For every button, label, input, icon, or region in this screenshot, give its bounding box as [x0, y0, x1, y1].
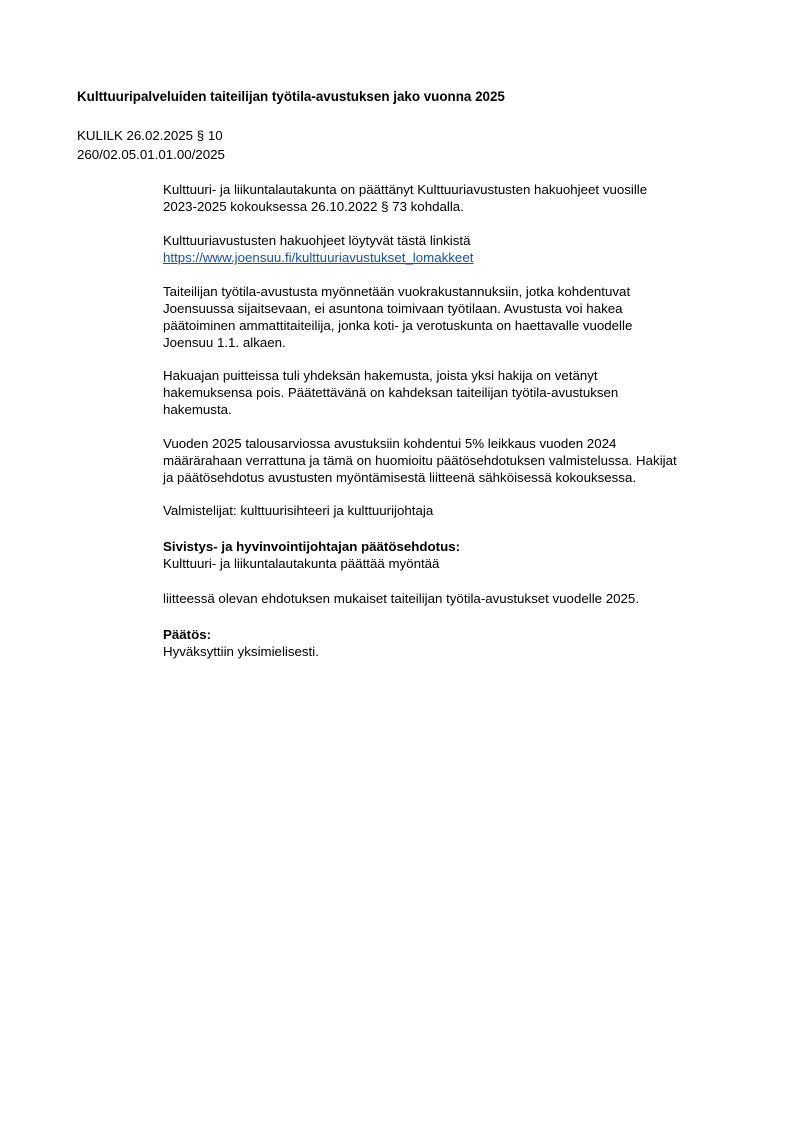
proposal-line: Kulttuuri- ja liikuntalautakunta päättää myöntää [163, 556, 440, 571]
paragraph-link [163, 232, 763, 266]
decision-text: Hyväksyttiin yksimielisesti. [163, 644, 319, 659]
record-number: 260/02.05.01.01.00/2025 [77, 147, 225, 162]
paragraph-line: Kulttuuri- ja liikuntalautakunta on päättänyt Kulttuuriavustusten hakuohjeet vuosille [163, 182, 648, 197]
proposal-section [163, 538, 763, 572]
paragraph-line: Vuoden 2025 talousarviossa avustuksiin kohdentui 5% leikkaus vuoden 2024 [163, 436, 617, 451]
paragraph-line: Joensuussa sijaitsevaan, ei asuntona toimivaan työtilaan. Avustusta voi hakea [163, 301, 623, 316]
proposal-heading: Sivistys- ja hyvinvointijohtajan päätösehdotus: [163, 539, 461, 554]
paragraph-line: hakemusta. [163, 402, 232, 417]
paragraph-line: Kulttuuriavustusten hakuohjeet löytyvät tästä linkistä [163, 233, 471, 248]
meeting-reference: KULILK 26.02.2025 § 10 [77, 128, 223, 143]
paragraph-eligibility [163, 283, 763, 351]
preparers [163, 502, 763, 519]
preparers-text: Valmistelijat: kulttuurisihteeri ja kulttuurijohtaja [163, 503, 434, 518]
link-container [163, 249, 763, 266]
meta-block [77, 126, 225, 164]
paragraph-line: Joensuu 1.1. alkaen. [163, 335, 286, 350]
paragraph-line: määrärahaan verrattuna ja tämä on huomioitu päätösehdotuksen valmistelussa. Hakijat [163, 453, 677, 468]
paragraph-applications [163, 367, 763, 418]
paragraph-line: 2023-2025 kokouksessa 26.10.2022 § 73 kohdalla. [163, 199, 464, 214]
paragraph-line: Hakuajan puitteissa tuli yhdeksän hakemusta, joista yksi hakija on vetänyt [163, 368, 598, 383]
paragraph-budget [163, 435, 763, 486]
decision-heading: Päätös: [163, 627, 212, 642]
paragraph-line: hakemuksensa pois. Päätettävänä on kahdeksan taiteilijan työtila-avustuksen [163, 385, 619, 400]
proposal-line: liitteessä olevan ehdotuksen mukaiset taiteilijan työtila-avustukset vuodelle 2025. [163, 591, 640, 606]
proposal-continuation [163, 590, 763, 607]
paragraph-line: Taiteilijan työtila-avustusta myönnetään vuokrakustannuksiin, jotka kohdentuvat [163, 284, 631, 299]
document-title: Kulttuuripalveluiden taiteilijan työtila-avustuksen jako vuonna 2025 [77, 89, 505, 104]
paragraph-line: ja päätösehdotus avustusten myöntämisestä liitteenä sähköisessä kokouksessa. [163, 470, 637, 485]
guidelines-link[interactable]: https://www.joensuu.fi/kulttuuriavustukset_lomakkeet [163, 250, 474, 265]
decision-section [163, 626, 763, 660]
paragraph-guidelines [163, 181, 763, 215]
paragraph-line: päätoiminen ammattitaiteilija, jonka koti- ja verotuskunta on haettavalle vuodelle [163, 318, 633, 333]
